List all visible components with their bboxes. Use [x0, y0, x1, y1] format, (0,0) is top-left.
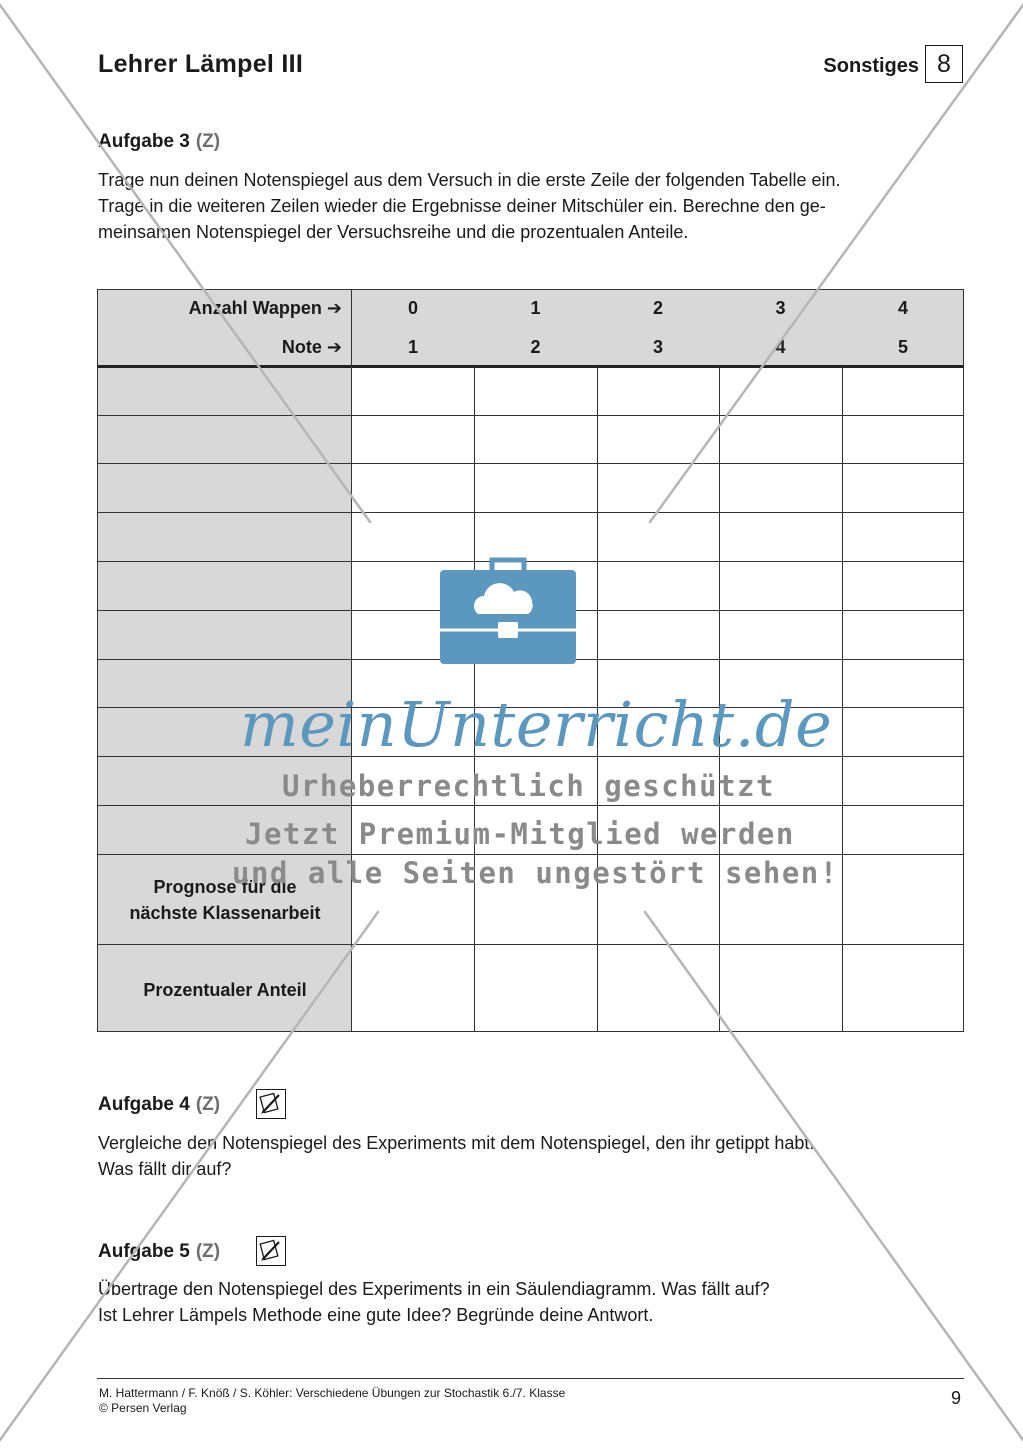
task3-label: Aufgabe 3	[98, 131, 190, 152]
note-value: 1	[407, 337, 418, 357]
task4-label: Aufgabe 4	[98, 1094, 190, 1115]
watermark-brand: meinUnterricht.de	[240, 688, 833, 761]
watermark-line3: und alle Seiten ungestört sehen!	[232, 856, 839, 890]
task3-line: Trage nun deinen Notenspiegel aus dem Versuch in die erste Zeile der folgenden Tabelle ein.	[98, 170, 841, 190]
prognose-line: nächste Klassenarbeit	[129, 903, 321, 923]
task3-line: Trage in die weiteren Zeilen wieder die Ergebnisse deiner Mitschüler ein. Berechne den ge-	[98, 196, 826, 216]
section-number-box: 8	[925, 45, 963, 83]
note-value: 3	[652, 337, 663, 357]
note-row-label: Note ➔	[281, 337, 342, 357]
note-value: 4	[775, 337, 786, 357]
wappen-value: 4	[897, 298, 908, 318]
task4-tag: (Z)	[195, 1094, 221, 1115]
prognose-line: Prognose für die	[153, 877, 297, 897]
note-value: 5	[897, 337, 908, 357]
task3-line: meinsamen Notenspiegel der Versuchsreihe und die prozentualen Anteile.	[98, 222, 689, 242]
note-value: 2	[530, 337, 541, 357]
page-title: Lehrer Lämpel III	[98, 50, 304, 78]
task4-line: Vergleiche den Notenspiegel des Experiments mit dem Notenspiegel, den ihr getippt habt.	[98, 1133, 815, 1153]
task3-tag: (Z)	[195, 131, 221, 152]
task5-tag: (Z)	[195, 1241, 221, 1262]
task5-line: Ist Lehrer Lämpels Methode eine gute Idee? Begründe deine Antwort.	[98, 1305, 654, 1325]
task5-line: Übertrage den Notenspiegel des Experiments in ein Säulendiagramm. Was fällt auf?	[98, 1279, 770, 1299]
wappen-value: 0	[407, 298, 418, 318]
page-number: 9	[951, 1388, 962, 1408]
watermark-line1: Urheberrechtlich geschützt	[282, 769, 775, 803]
watermark-line2: Jetzt Premium-Mitglied werden	[245, 817, 795, 851]
task4-line: Was fällt dir auf?	[98, 1159, 232, 1179]
task5-label: Aufgabe 5	[98, 1241, 190, 1262]
anteil-label: Prozentualer Anteil	[143, 980, 307, 1000]
footer-authors: M. Hattermann / F. Knöß / S. Köhler: Verschiedene Übungen zur Stochastik 6./7. Klasse	[99, 1386, 566, 1400]
wappen-value: 2	[652, 298, 663, 318]
wappen-value: 3	[775, 298, 786, 318]
wappen-value: 1	[530, 298, 541, 318]
footer-publisher: © Persen Verlag	[99, 1401, 187, 1415]
wappen-row-label: Anzahl Wappen ➔	[188, 298, 342, 318]
section-label: Sonstiges	[823, 55, 919, 77]
briefcase-cloud-icon	[440, 556, 576, 664]
